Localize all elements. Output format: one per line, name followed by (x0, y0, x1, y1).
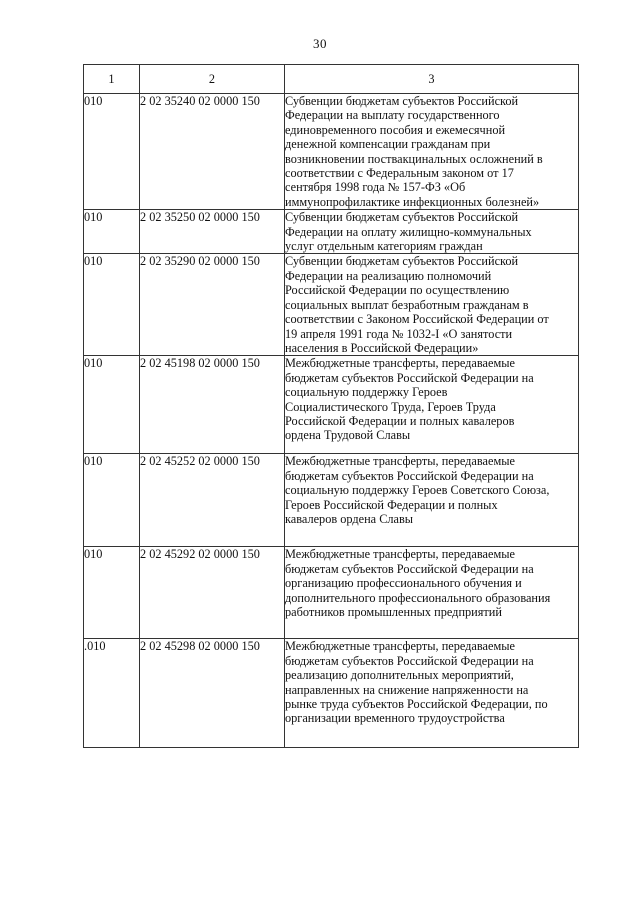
description-line: организации временного трудоустройства (285, 711, 505, 726)
description-line: Межбюджетные трансферты, передаваемые (285, 639, 515, 654)
description-line: Субвенции бюджетам субъектов Российской (285, 254, 519, 269)
description-line: Социалистического Труда, Героев Труда (285, 399, 496, 414)
budget-code-cell: 2 02 45292 02 0000 150 (140, 547, 285, 639)
column-header-3: 3 (285, 65, 579, 94)
description-line: реализацию дополнительных мероприятий, (285, 668, 514, 683)
budget-code-cell: 2 02 35250 02 0000 150 (140, 210, 285, 254)
description-line: возникновении поствакцинальных осложнений в (285, 151, 543, 166)
description-line: Героев Российской Федерации и полных (285, 497, 498, 512)
description-line: единовременного пособия и ежемесячной (285, 122, 506, 137)
description-cell (285, 254, 579, 356)
column-header-1: 1 (84, 65, 140, 94)
description-line: социальную поддержку Героев (285, 385, 448, 400)
description-line: организацию профессионального обучения и (285, 576, 522, 591)
budget-code-cell: 2 02 45298 02 0000 150 (140, 639, 285, 748)
description-line: бюджетам субъектов Российской Федерации на (285, 561, 534, 576)
table-row (84, 94, 579, 210)
description-line: Федерации на оплату жилищно-коммунальных (285, 224, 532, 239)
budget-code-cell: 2 02 45252 02 0000 150 (140, 454, 285, 547)
description-cell (285, 454, 579, 547)
description-line: рынке труда субъектов Российской Федерации, по (285, 696, 548, 711)
table-row (84, 639, 579, 748)
description-line: соответствии с Законом Российской Федерации от (285, 312, 549, 327)
description-line: Межбюджетные трансферты, передаваемые (285, 454, 515, 469)
admin-code-cell: 010 (84, 254, 140, 356)
description-cell (285, 94, 579, 210)
column-header-2: 2 (140, 65, 285, 94)
admin-code-cell: 010 (84, 94, 140, 210)
description-line: 19 апреля 1991 года № 1032-I «О занятости (285, 326, 513, 341)
admin-code-cell: 010 (84, 210, 140, 254)
admin-code-cell: 010 (84, 356, 140, 454)
description-line: социальных выплат безработным гражданам в (285, 297, 529, 312)
admin-code-cell: 010 (84, 547, 140, 639)
description-line: сентября 1998 года № 157-ФЗ «Об (285, 180, 466, 195)
description-line: населения в Российской Федерации» (285, 340, 479, 355)
table-header-row (84, 65, 579, 94)
table-row (84, 454, 579, 547)
description-cell (285, 356, 579, 454)
description-cell (285, 639, 579, 748)
budget-code-cell: 2 02 35240 02 0000 150 (140, 94, 285, 210)
budget-classification-table (83, 64, 579, 748)
description-line: соответствии с Федеральным законом от 17 (285, 166, 514, 181)
description-line: денежной компенсации гражданам при (285, 137, 491, 152)
description-line: бюджетам субъектов Российской Федерации на (285, 468, 534, 483)
admin-code-cell: .010 (84, 639, 140, 748)
description-line: социальную поддержку Героев Советского Союза, (285, 483, 550, 498)
table-row (84, 254, 579, 356)
table-row (84, 356, 579, 454)
description-line: работников промышленных предприятий (285, 604, 502, 619)
table-row (84, 210, 579, 254)
description-line: Межбюджетные трансферты, передаваемые (285, 547, 515, 562)
description-cell (285, 547, 579, 639)
description-cell (285, 210, 579, 254)
description-line: Федерации на реализацию полномочий (285, 268, 492, 283)
description-line: Российской Федерации по осуществлению (285, 283, 510, 298)
budget-code-cell: 2 02 45198 02 0000 150 (140, 356, 285, 454)
description-line: Российской Федерации и полных кавалеров (285, 413, 515, 428)
description-line: ордена Трудовой Славы (285, 428, 411, 443)
description-line: Межбюджетные трансферты, передаваемые (285, 356, 515, 371)
description-line: иммунопрофилактике инфекционных болезней» (285, 194, 540, 209)
description-line: бюджетам субъектов Российской Федерации на (285, 370, 534, 385)
description-line: кавалеров ордена Славы (285, 511, 414, 526)
description-line: бюджетам субъектов Российской Федерации на (285, 653, 534, 668)
description-line: Федерации на выплату государственного (285, 108, 500, 123)
budget-code-cell: 2 02 35290 02 0000 150 (140, 254, 285, 356)
description-line: дополнительного профессионального образования (285, 590, 551, 605)
admin-code-cell: 010 (84, 454, 140, 547)
description-line: направленных на снижение напряженности на (285, 682, 529, 697)
description-line: Субвенции бюджетам субъектов Российской (285, 210, 519, 225)
table-row (84, 547, 579, 639)
description-line: Субвенции бюджетам субъектов Российской (285, 94, 519, 108)
page-number: 30 (313, 36, 327, 51)
description-line: услуг отдельным категориям граждан (285, 239, 483, 254)
